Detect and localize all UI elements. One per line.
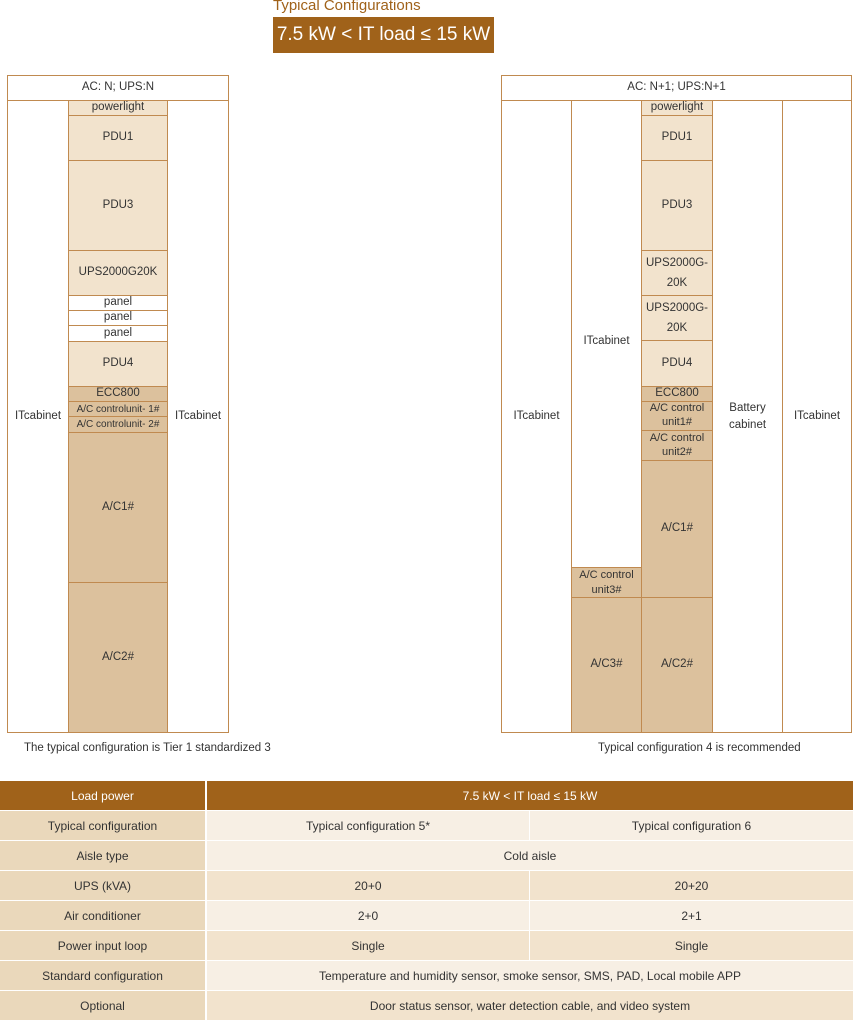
module-ups: UPS2000G20K <box>68 250 168 296</box>
module-powerlight: powerlight <box>68 100 168 116</box>
row-label: Typical configuration <box>0 811 207 840</box>
page-title: Typical Configurations <box>273 0 421 14</box>
table-row <box>0 991 853 1020</box>
row-label: Optional <box>0 991 207 1020</box>
module-ac2: A/C2# <box>68 582 168 733</box>
module-ac-control-unit-1: A/C controlunit- 1# <box>68 401 168 417</box>
module-pdu3: PDU3 <box>68 160 168 251</box>
module-powerlight: powerlight <box>641 100 713 116</box>
module-ac2: A/C2# <box>641 597 713 733</box>
table-cell: 20+20 <box>530 871 853 900</box>
module-ecc800: ECC800 <box>641 386 713 402</box>
table-cell: Single <box>530 931 853 960</box>
right-diagram-header: AC: N+1; UPS:N+1 <box>501 75 852 101</box>
battery-cabinet: Battery cabinet <box>712 100 783 733</box>
table-cell: 2+0 <box>207 901 530 930</box>
table-cell: 2+1 <box>530 901 853 930</box>
module-panel: panel <box>68 325 168 342</box>
table-cell: 7.5 kW < IT load ≤ 15 kW <box>207 781 853 810</box>
table-cell: Temperature and humidity sensor, smoke sensor, SMS, PAD, Local mobile APP <box>207 961 853 990</box>
table-cell: 20+0 <box>207 871 530 900</box>
module-pdu1: PDU1 <box>68 115 168 161</box>
module-pdu3: PDU3 <box>641 160 713 251</box>
table-row <box>0 931 853 960</box>
it-cabinet-1: ITcabinet <box>501 100 572 733</box>
module-ecc800: ECC800 <box>68 386 168 402</box>
module-pdu4: PDU4 <box>641 340 713 387</box>
module-panel: panel <box>68 310 168 326</box>
right-diagram-caption: Typical configuration 4 is recommended <box>598 742 801 754</box>
table-row <box>0 811 853 840</box>
module-ac-control-unit-3: A/C control unit3# <box>571 567 642 598</box>
left-diagram-header: AC: N; UPS:N <box>7 75 229 101</box>
row-label: UPS (kVA) <box>0 871 207 900</box>
module-ac3: A/C3# <box>571 597 642 733</box>
module-pdu4: PDU4 <box>68 341 168 387</box>
row-label: Aisle type <box>0 841 207 870</box>
row-label: Air conditioner <box>0 901 207 930</box>
row-label: Load power <box>0 781 207 810</box>
table-cell: Typical configuration 5* <box>207 811 530 840</box>
module-ups-2: UPS2000G- 20K <box>641 295 713 341</box>
left-diagram-caption: The typical configuration is Tier 1 standardized 3 <box>24 742 271 754</box>
row-label: Power input loop <box>0 931 207 960</box>
table-cell: Single <box>207 931 530 960</box>
left-it-cabinet: ITcabinet <box>7 100 69 733</box>
it-cabinet-2: ITcabinet <box>571 100 642 568</box>
row-label: Standard configuration <box>0 961 207 990</box>
module-ac-control-unit-2: A/C controlunit- 2# <box>68 416 168 433</box>
it-cabinet-5: ITcabinet <box>782 100 852 733</box>
table-row <box>0 781 853 810</box>
table-row <box>0 961 853 990</box>
module-ups-1: UPS2000G- 20K <box>641 250 713 296</box>
right-it-cabinet: ITcabinet <box>167 100 229 733</box>
spec-table <box>0 780 853 1021</box>
table-row <box>0 841 853 870</box>
module-ac1: A/C1# <box>68 432 168 583</box>
module-ac-control-unit-2: A/C control unit2# <box>641 430 713 461</box>
table-cell: Cold aisle <box>207 841 853 870</box>
table-row <box>0 871 853 900</box>
module-panel: panel <box>68 295 168 311</box>
module-pdu1: PDU1 <box>641 115 713 161</box>
module-ac-control-unit-1: A/C control unit1# <box>641 401 713 431</box>
table-cell: Typical configuration 6 <box>530 811 853 840</box>
table-cell: Door status sensor, water detection cable, and video system <box>207 991 853 1020</box>
load-range-banner: 7.5 kW < IT load ≤ 15 kW <box>273 17 494 53</box>
table-row <box>0 901 853 930</box>
module-ac1: A/C1# <box>641 460 713 598</box>
